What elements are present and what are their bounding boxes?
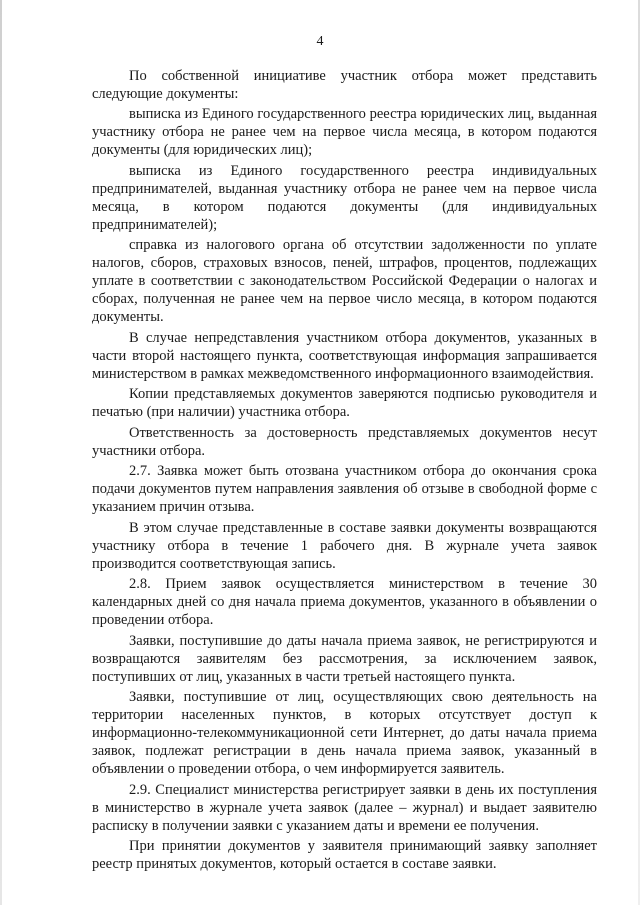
paragraph-legal-entities-extract: выписка из Единого государственного реестра юридических лиц, выданная участнику отбора не ранее чем на первое числа месяца, в котором подаются документы (для юридических лиц); <box>92 106 597 158</box>
document-body <box>92 64 597 873</box>
paragraph-early-applications: Заявки, поступившие до даты начала приема заявок, не регистрируются и возвращаются заявителям без рассмотрения, за исключением заявок, поступивших от лиц, указанных в части третьей настоящего пункта. <box>92 632 597 685</box>
paragraph-2-7-withdrawal: 2.7. Заявка может быть отозвана участником отбора до окончания срока подачи документов путем направления заявления об отзыве в свободной форме с указанием причин отзыва. <box>92 463 597 515</box>
paragraph-no-internet-applicants: Заявки, поступившие от лиц, осуществляющих свою деятельность на территории населенных пунктов, в которых отсутствует доступ к информационно-телекоммуникационной сети Интернет, до даты начала приема заявок, подлежат регистрации в день начала приема заявок, указанный в объявлении о проведении отбора, о чем информируется заявитель. <box>92 689 597 777</box>
paragraph-tax-certificate: справка из налогового органа об отсутствии задолженности по уплате налогов, сборов, страховых взносов, пеней, штрафов, процентов, подлежащих уплате в соответствии с законодательством Российской Федерации о налогах и сборах, полученная не ранее чем на первое число месяца, в котором подаются документы. <box>92 237 597 325</box>
scan-edge-left <box>0 0 2 905</box>
paragraph-non-submission: В случае непредставления участником отбора документов, указанных в части второй настоящего пункта, соответствующая информация запрашивается министерством в рамках межведомственного информационного взаимодействия. <box>92 329 597 382</box>
paragraph-2-8-acceptance: 2.8. Прием заявок осуществляется министерством в течение 30 календарных дней со дня начала приема документов, указанного в объявлении о проведении отбора. <box>92 576 597 628</box>
paragraph-entrepreneurs-extract: выписка из Единого государственного реестра индивидуальных предпринимателей, выданная участнику отбора не ранее чем на первое числа месяца, в котором подаются документы (для индивидуальных предпринимателей); <box>92 162 597 233</box>
paragraph-responsibility: Ответственность за достоверность представляемых документов несут участники отбора. <box>92 424 597 459</box>
paragraph-return-documents: В этом случае представленные в составе заявки документы возвращаются участнику отбора в течение 1 рабочего дня. В журнале учета заявок производится соответствующая запись. <box>92 519 597 572</box>
paragraph-copies-certification: Копии представляемых документов заверяются подписью руководителя и печатью (при наличии) участника отбора. <box>92 386 597 420</box>
page-number: 4 <box>316 34 324 49</box>
paragraph-intro: По собственной инициативе участник отбора может представить следующие документы: <box>92 67 597 102</box>
paragraph-2-9-registration: 2.9. Специалист министерства регистрирует заявки в день их поступления в министерство в журнале учета заявок (далее – журнал) и выдает заявителю расписку в получении заявки с указанием даты и времени ее получения. <box>92 781 597 834</box>
paragraph-register-of-documents: При принятии документов у заявителя принимающий заявку заполняет реестр принятых документов, который остается в составе заявки. <box>92 838 597 872</box>
